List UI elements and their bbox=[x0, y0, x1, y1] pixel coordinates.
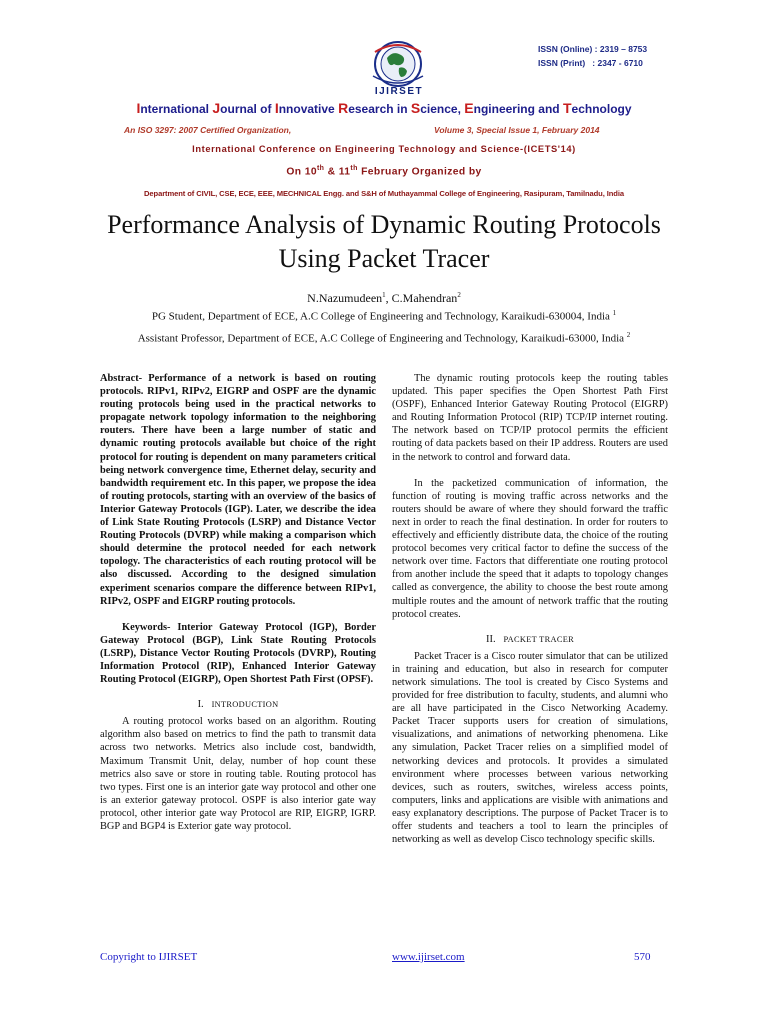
right-paragraph-2: In the packetized communication of information, the function of routing is moving traffic across networks and the routers should be aware of where they should forward the traffic next in order to reach the final destination. In order for routers to effectively and efficiently distribute data, the choice of the routing protocol becomes very critical factor to define the success of the network over time. Factors that differentiate one routing protocol from another include the speed that it adapts to topology changes called as convergence, the ability to choose the best route among multiple routes and the amount of network traffic that the routing protocol creates. bbox=[392, 477, 668, 620]
journal-rest-6: ngineering and bbox=[473, 102, 563, 116]
journal-rest-2: ournal of bbox=[220, 102, 275, 116]
journal-cap-4: R bbox=[338, 100, 349, 116]
right-paragraph-1: The dynamic routing protocols keep the routing tables updated. This paper specifies the Open Shortest Path First (OSPF), Enhanced Interior Gateway Routing Protocol (EIGRP) and Routing Information Protocol (RIP) TCP/IP internet routing. The network based on TCP/IP protocol permits the efficient routing of data packets based on their IP address. Routers are used in the network to control and forward data. bbox=[392, 373, 668, 463]
section-1-heading bbox=[100, 698, 376, 711]
affiliation-2-sup: 2 bbox=[626, 331, 631, 339]
abstract: Abstract- Performance of a network is based on routing protocols. RIPv1, RIPv2, EIGRP and OSPF are the dynamic routing protocols being used in the practical networks to propagate network topology information to the neighboring routers. There have been a large number of static and dynamic routing protocols available but choice of the right protocol for routing is dependent on many parameters critical being network convergence time, Ethernet delay, security and bandwidth requirement etc. In this paper, we propose the idea of routing protocols, starting with an overview of the basics of Interior Gateway Protocols (IGP). Later, we describe the idea of Link State Routing Protocols (LSRP) and Distance Vector Routing Protocols (DVRP) while making a comparison which should determine the protocol needed for each network topology. The characteristics of each routing protocol will be also discussed. According to the designed simulation experiment scenarios compare the difference between RIPv1, RIPv2, OSPF and EIGRP routing protocols. bbox=[100, 373, 376, 607]
date-sup-2: th bbox=[350, 165, 358, 172]
journal-cap-6: E bbox=[464, 100, 474, 116]
issn-print: ISSN (Print) : 2347 - 6710 bbox=[538, 58, 643, 68]
journal-cap-2: J bbox=[212, 100, 221, 116]
page-number: 570 bbox=[634, 951, 651, 963]
paper-title: Performance Analysis of Dynamic Routing Protocols Using Packet Tracer bbox=[107, 210, 661, 273]
section-1-title: INTRODUCTION bbox=[211, 700, 279, 710]
journal-rest-3: nnovative bbox=[278, 102, 339, 116]
issn-online: ISSN (Online) : 2319 – 8753 bbox=[538, 44, 648, 54]
journal-cap-7: T bbox=[562, 100, 572, 116]
section-2-number: II. bbox=[485, 633, 496, 645]
organizer-department: Department of CIVIL, CSE, ECE, EEE, MECHNICAL Engg. and S&H of Muthayammal College of Engineering, Rasipuram, Tamilnadu, India bbox=[144, 189, 624, 198]
affiliation-1 bbox=[0, 309, 768, 323]
affiliation-1-sup: 1 bbox=[612, 309, 617, 317]
affiliation-2-text: Assistant Professor, Department of ECE, A.C College of Engineering and Technology, Karaikudi-63000, India bbox=[137, 332, 627, 345]
journal-cap-3: I bbox=[274, 100, 279, 116]
section-2-heading bbox=[392, 633, 668, 646]
affiliation-1-text: PG Student, Department of ECE, A.C College of Engineering and Technology, Karaikudi-630004, India bbox=[151, 310, 613, 323]
introduction-paragraph: A routing protocol works based on an algorithm. Routing algorithm also based on metrics to find the path to transmit data across two networks. Metrics also include cost, bandwidth, Maximum Transmit Unit, delay, number of hop count these metrics also save or store in routing table. Routing protocol has two types. First one is an interior gate way protocol and other one is an exterior gateway protocol. OSPF is also interior gate way protocol, other interior gate way Protocol are RIP, EIGRP, IGRP. BGP and BGP4 is Exterior gate way protocol. bbox=[100, 716, 376, 832]
conference-dates bbox=[0, 165, 768, 177]
date-and: & 11 bbox=[324, 166, 351, 178]
section-1-number: I. bbox=[197, 699, 204, 711]
section-2-title: PACKET TRACER bbox=[503, 634, 575, 644]
footer-copyright: Copyright to IJIRSET bbox=[100, 951, 198, 963]
date-on: On 10 bbox=[286, 166, 317, 178]
journal-cap-1: I bbox=[136, 100, 141, 116]
journal-name bbox=[0, 100, 768, 116]
right-column bbox=[392, 372, 668, 846]
author-1-sup: 1 bbox=[382, 291, 386, 299]
packet-tracer-paragraph: Packet Tracer is a Cisco router simulator that can be utilized in training and education, but also in research for computer network simulations. The tool is created by Cisco Systems and provided for free distribution to faculty, students, and alumni who are all have participated in the Cisco Networking Academy. Packet Tracer supports users for creation of simulations, visualizations, and animations of networking phenomena. Like any simulation, Packet Tracer relies on a simplified model of networking devices and protocols. It provides a simulated environment where processes between various networking devices, such as routers, switches, wireless access points, computers, links and applications are visible with animations and easy explanatory descriptions. The purpose of Packet Tracer is to offer students and teachers a tool to learn the principles of networking as well as develop Cisco technology specific skills. bbox=[392, 650, 668, 846]
date-rest: February Organized by bbox=[357, 166, 482, 178]
journal-rest-1: nternational bbox=[140, 102, 213, 116]
ijirset-globe-logo-icon bbox=[369, 38, 427, 88]
logo-text: IJIRSET bbox=[374, 86, 424, 97]
author-2-sup: 2 bbox=[457, 291, 461, 299]
conference-name: International Conference on Engineering Technology and Science-(ICETS'14) bbox=[192, 144, 576, 154]
journal-cap-5: S bbox=[410, 100, 421, 116]
keywords: Keywords- Interior Gateway Protocol (IGP), Border Gateway Protocol (BGP), Link State Routing Protocols (LSRP), Distance Vector Routing Protocols (DVRP), Routing Information Protocol (RIP), Enhanced Interior Gateway Routing Protocol (EIGRP), Open Shortest Path First (OPSF). bbox=[100, 621, 376, 686]
authors bbox=[0, 291, 768, 306]
volume-info: Volume 3, Special Issue 1, February 2014 bbox=[434, 125, 600, 135]
affiliation-2 bbox=[0, 331, 768, 345]
journal-rest-5: cience, bbox=[420, 102, 465, 116]
author-2: C.Mahendran bbox=[391, 291, 458, 305]
iso-certification: An ISO 3297: 2007 Certified Organization, bbox=[124, 125, 292, 135]
left-column bbox=[100, 372, 376, 833]
author-sep: , bbox=[385, 291, 392, 305]
journal-rest-7: echnology bbox=[571, 102, 632, 116]
author-1: N.Nazumudeen bbox=[307, 291, 383, 305]
date-sup-1: th bbox=[316, 165, 325, 172]
journal-rest-4: esearch in bbox=[348, 102, 411, 116]
footer-website-link[interactable]: www.ijirset.com bbox=[392, 951, 465, 963]
